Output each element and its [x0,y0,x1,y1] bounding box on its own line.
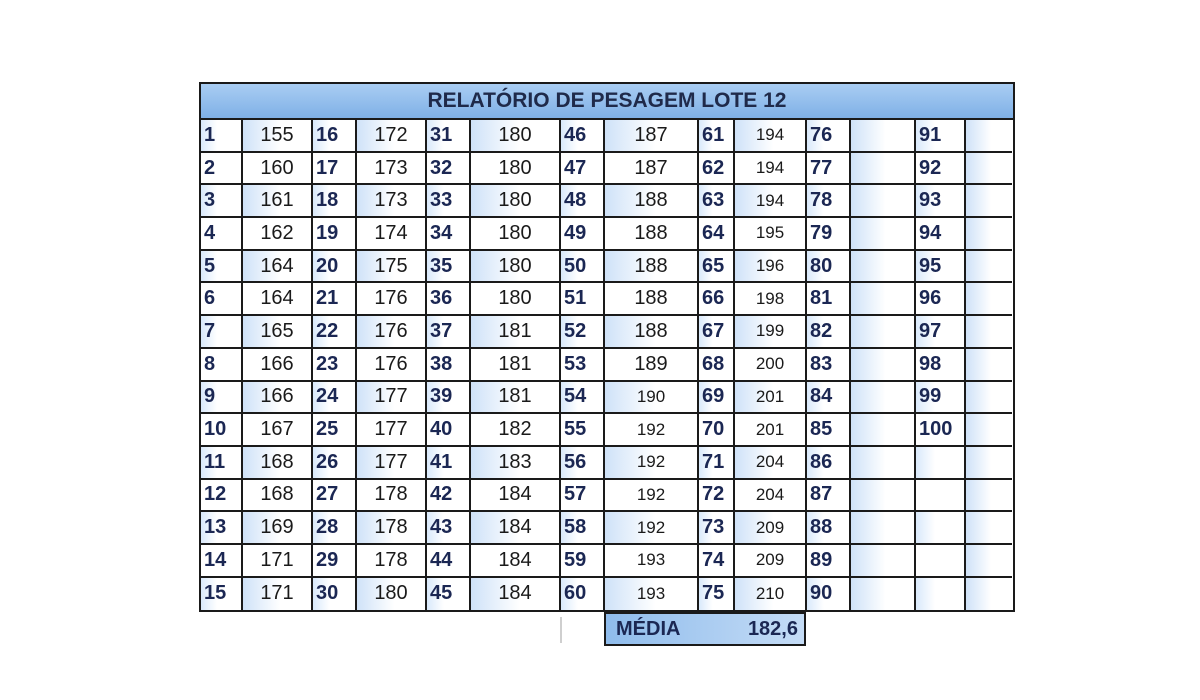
item-number: 95 [916,251,966,284]
item-weight: 188 [605,218,699,251]
item-number: 9 [201,382,243,415]
item-number [916,578,966,611]
item-weight [851,349,916,382]
item-weight [851,153,916,186]
item-weight [851,251,916,284]
item-number: 45 [427,578,471,611]
item-weight [851,218,916,251]
item-weight [966,414,1012,447]
item-number: 54 [561,382,605,415]
item-weight: 204 [735,447,807,480]
item-number: 61 [699,120,735,153]
item-weight: 180 [357,578,427,611]
item-number: 11 [201,447,243,480]
item-number: 41 [427,447,471,480]
item-weight: 180 [471,251,561,284]
item-number: 68 [699,349,735,382]
item-number: 70 [699,414,735,447]
item-weight: 161 [243,185,313,218]
item-number: 4 [201,218,243,251]
report-title: RELATÓRIO DE PESAGEM LOTE 12 [201,84,1013,120]
item-weight: 176 [357,316,427,349]
item-number: 80 [807,251,851,284]
item-number: 60 [561,578,605,611]
item-weight: 180 [471,153,561,186]
item-number: 62 [699,153,735,186]
item-weight: 192 [605,480,699,513]
item-number: 12 [201,480,243,513]
item-number: 48 [561,185,605,218]
item-weight: 209 [735,512,807,545]
item-number: 96 [916,283,966,316]
item-weight: 177 [357,382,427,415]
item-weight: 183 [471,447,561,480]
item-weight: 171 [243,545,313,578]
item-number: 35 [427,251,471,284]
item-weight: 196 [735,251,807,284]
item-weight: 173 [357,185,427,218]
item-weight [966,153,1012,186]
item-weight: 178 [357,545,427,578]
item-number: 75 [699,578,735,611]
average-label: MÉDIA [616,617,681,640]
item-weight: 194 [735,185,807,218]
item-weight: 190 [605,382,699,415]
item-weight: 176 [357,349,427,382]
item-weight: 184 [471,578,561,611]
item-weight: 160 [243,153,313,186]
item-number: 46 [561,120,605,153]
item-number: 19 [313,218,357,251]
item-number: 91 [916,120,966,153]
item-weight [966,316,1012,349]
item-number: 84 [807,382,851,415]
item-weight [966,545,1012,578]
item-number: 58 [561,512,605,545]
item-number: 14 [201,545,243,578]
item-number: 100 [916,414,966,447]
item-number: 8 [201,349,243,382]
item-number: 72 [699,480,735,513]
item-number: 16 [313,120,357,153]
item-weight: 192 [605,447,699,480]
item-number: 53 [561,349,605,382]
item-number: 93 [916,185,966,218]
item-number: 2 [201,153,243,186]
item-number: 1 [201,120,243,153]
item-number [916,480,966,513]
item-weight: 184 [471,545,561,578]
item-weight: 182 [471,414,561,447]
item-weight [966,382,1012,415]
item-weight: 194 [735,120,807,153]
item-weight [966,447,1012,480]
item-weight: 192 [605,414,699,447]
item-weight: 181 [471,382,561,415]
item-number: 30 [313,578,357,611]
item-weight: 177 [357,414,427,447]
item-number: 85 [807,414,851,447]
item-number: 22 [313,316,357,349]
item-number: 13 [201,512,243,545]
item-number: 81 [807,283,851,316]
item-weight [851,185,916,218]
item-weight: 188 [605,251,699,284]
item-number: 90 [807,578,851,611]
item-weight: 166 [243,349,313,382]
item-number: 3 [201,185,243,218]
item-weight: 177 [357,447,427,480]
item-number: 50 [561,251,605,284]
item-weight: 174 [357,218,427,251]
item-number: 56 [561,447,605,480]
item-weight: 187 [605,120,699,153]
item-number: 5 [201,251,243,284]
item-number: 26 [313,447,357,480]
item-weight: 180 [471,283,561,316]
item-number: 97 [916,316,966,349]
item-weight: 201 [735,382,807,415]
item-weight [966,283,1012,316]
item-number: 42 [427,480,471,513]
item-number: 63 [699,185,735,218]
item-number: 18 [313,185,357,218]
item-weight [851,480,916,513]
item-number: 88 [807,512,851,545]
item-number: 55 [561,414,605,447]
item-weight: 189 [605,349,699,382]
item-weight: 169 [243,512,313,545]
item-number: 6 [201,283,243,316]
item-number [916,447,966,480]
item-number: 20 [313,251,357,284]
item-weight: 181 [471,349,561,382]
item-weight: 187 [605,153,699,186]
item-weight: 172 [357,120,427,153]
item-weight [966,512,1012,545]
item-number: 86 [807,447,851,480]
item-number: 76 [807,120,851,153]
item-weight: 165 [243,316,313,349]
item-weight [851,414,916,447]
item-number: 74 [699,545,735,578]
item-number: 66 [699,283,735,316]
item-number: 77 [807,153,851,186]
item-number: 33 [427,185,471,218]
item-number: 17 [313,153,357,186]
item-number: 40 [427,414,471,447]
item-number: 31 [427,120,471,153]
item-weight: 184 [471,480,561,513]
item-weight [851,578,916,611]
item-weight [966,218,1012,251]
item-weight: 173 [357,153,427,186]
item-weight: 171 [243,578,313,611]
item-weight [966,480,1012,513]
item-weight: 200 [735,349,807,382]
item-weight: 168 [243,480,313,513]
item-number: 28 [313,512,357,545]
item-weight: 209 [735,545,807,578]
item-weight [966,120,1012,153]
weights-table [201,120,1013,610]
item-number: 39 [427,382,471,415]
item-number: 69 [699,382,735,415]
item-weight: 188 [605,283,699,316]
item-weight: 180 [471,120,561,153]
item-number: 78 [807,185,851,218]
item-weight [851,545,916,578]
item-weight: 198 [735,283,807,316]
item-number: 34 [427,218,471,251]
item-weight: 194 [735,153,807,186]
item-weight: 162 [243,218,313,251]
item-weight [966,251,1012,284]
item-number: 73 [699,512,735,545]
item-weight: 193 [605,545,699,578]
item-weight: 167 [243,414,313,447]
item-number: 44 [427,545,471,578]
average-value: 182,6 [747,617,798,640]
item-weight [966,185,1012,218]
item-number: 32 [427,153,471,186]
item-weight [851,512,916,545]
item-weight [851,447,916,480]
item-number: 94 [916,218,966,251]
item-weight [851,316,916,349]
item-weight: 210 [735,578,807,611]
item-number: 37 [427,316,471,349]
item-weight: 201 [735,414,807,447]
item-number: 52 [561,316,605,349]
item-weight: 178 [357,480,427,513]
item-number: 71 [699,447,735,480]
item-weight: 164 [243,283,313,316]
item-weight: 168 [243,447,313,480]
weighing-report [199,82,1015,612]
item-number: 25 [313,414,357,447]
item-number: 23 [313,349,357,382]
item-number: 15 [201,578,243,611]
item-number: 89 [807,545,851,578]
item-weight [851,283,916,316]
divider [560,617,562,643]
item-weight: 188 [605,316,699,349]
item-weight [966,349,1012,382]
item-weight: 178 [357,512,427,545]
item-number: 57 [561,480,605,513]
item-number: 99 [916,382,966,415]
item-number: 43 [427,512,471,545]
item-number: 7 [201,316,243,349]
item-number: 51 [561,283,605,316]
item-weight: 188 [605,185,699,218]
item-weight: 180 [471,185,561,218]
item-number: 24 [313,382,357,415]
item-number: 21 [313,283,357,316]
item-number: 92 [916,153,966,186]
item-weight: 199 [735,316,807,349]
item-weight: 192 [605,512,699,545]
item-number: 29 [313,545,357,578]
item-weight: 195 [735,218,807,251]
item-weight: 155 [243,120,313,153]
item-number: 67 [699,316,735,349]
item-weight [851,382,916,415]
item-number: 83 [807,349,851,382]
item-number: 59 [561,545,605,578]
item-weight [966,578,1012,611]
item-weight [851,120,916,153]
item-number: 65 [699,251,735,284]
item-number: 82 [807,316,851,349]
item-number: 38 [427,349,471,382]
item-weight: 175 [357,251,427,284]
item-number: 47 [561,153,605,186]
item-weight: 166 [243,382,313,415]
item-number: 10 [201,414,243,447]
item-weight: 184 [471,512,561,545]
average-box [604,612,806,646]
item-weight: 176 [357,283,427,316]
item-weight: 193 [605,578,699,611]
item-number [916,512,966,545]
item-weight: 181 [471,316,561,349]
item-number: 36 [427,283,471,316]
item-weight: 204 [735,480,807,513]
item-number: 27 [313,480,357,513]
item-number: 98 [916,349,966,382]
item-weight: 164 [243,251,313,284]
item-number: 87 [807,480,851,513]
item-number [916,545,966,578]
item-number: 49 [561,218,605,251]
item-weight: 180 [471,218,561,251]
item-number: 79 [807,218,851,251]
item-number: 64 [699,218,735,251]
